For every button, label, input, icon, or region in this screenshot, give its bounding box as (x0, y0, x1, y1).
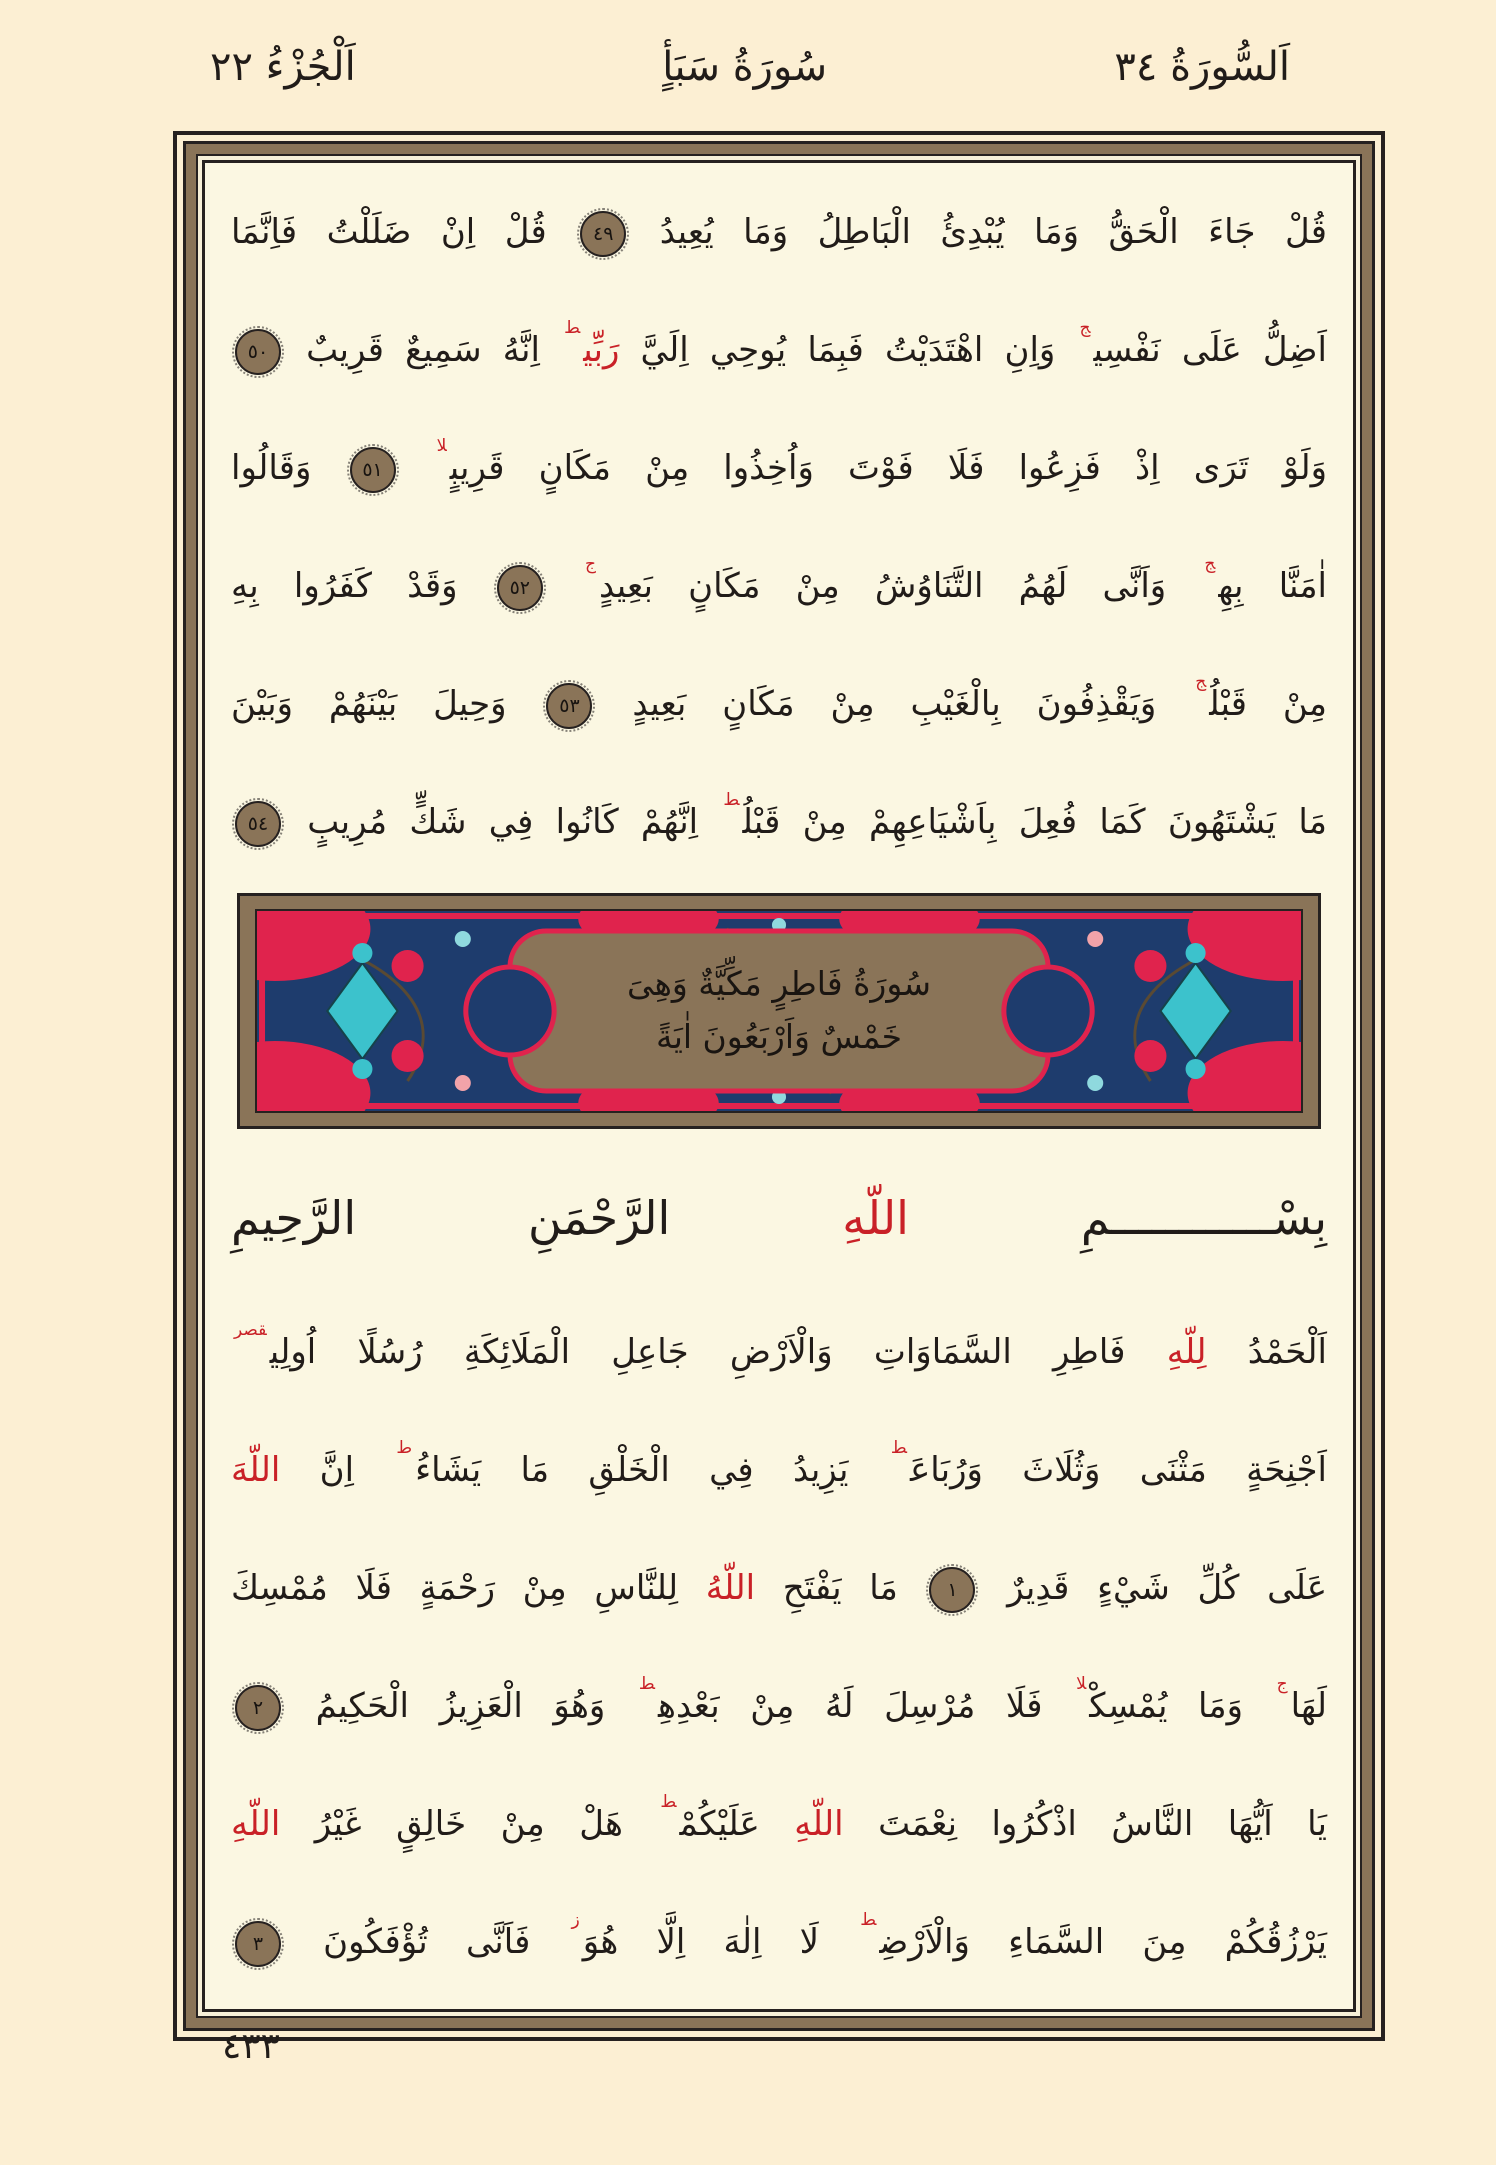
ayah-text: وَهُوَ الْعَزِيزُ الْحَكِيمُ (285, 1686, 636, 1726)
ayah-text: لِلنَّاسِ مِنْ رَحْمَةٍ فَلَا مُمْسِكَ (231, 1568, 706, 1608)
ayah-text: مِنْ قَبْلُ (1209, 684, 1328, 724)
quran-line (231, 173, 1327, 291)
quran-line (231, 409, 1327, 527)
ayah-text (547, 566, 582, 606)
pause-mark: ج (1204, 554, 1216, 574)
quran-line (231, 1411, 1327, 1529)
quran-line (231, 527, 1327, 645)
pause-mark: ط (660, 1792, 677, 1812)
ayah-text: عَلَيْكُمْ (679, 1804, 795, 1844)
pause-mark: ج (584, 554, 596, 574)
ayah-text: فَاَنَّى تُؤْفَكُونَ (285, 1922, 569, 1962)
ayah-text: اَجْنِحَةٍ مَثْنَى وَثُلَاثَ وَرُبَاعَ (909, 1450, 1327, 1490)
header-surah-title: سُورَةُ سَبَأٍ (662, 44, 828, 90)
bismillah-line (231, 1143, 1327, 1293)
ayah-text: لَهَا (1290, 1686, 1327, 1726)
page-number: ٤٣٣ (222, 2026, 281, 2067)
ayah-text: يَزِيدُ فِي الْخَلْقِ مَا يَشَاءُ (415, 1450, 888, 1490)
ayah-text: وَلَوْ تَرَى اِذْ فَزِعُوا فَلَا فَوْتَ وَاُخِذُوا مِنْ مَكَانٍ قَرِيبٍ (449, 448, 1327, 488)
pause-mark: ط (723, 790, 740, 810)
text-panel (202, 160, 1356, 2012)
ayah-text: مَا يَفْتَحِ (755, 1568, 926, 1608)
ayah-text: لَا اِلٰهَ اِلَّا هُوَ (582, 1922, 858, 1962)
verse-marker: ٥٤ (235, 801, 281, 847)
divine-name-text: اللّهِ (231, 1804, 281, 1844)
quran-line (231, 1765, 1327, 1883)
verse-marker: ٥٠ (235, 329, 281, 375)
pause-mark: ط (564, 318, 581, 338)
ayah-text: هَلْ مِنْ خَالِقٍ غَيْرُ (280, 1804, 658, 1844)
ayah-text: وَاَنَّى لَهُمُ التَّنَاوُشُ مِنْ مَكَانٍ بَعِيدٍ (598, 566, 1202, 606)
ayah-text: وَمَا يُمْسِكْ (1089, 1686, 1274, 1726)
pause-mark: ط (860, 1910, 877, 1930)
quran-line (231, 645, 1327, 763)
banner-title (257, 911, 1301, 1111)
ayah-text: اِنَّهُ سَمِيعٌ قَرِيبٌ (285, 330, 562, 370)
surah-banner (237, 893, 1321, 1129)
verse-marker: ٢ (235, 1685, 281, 1731)
pause-mark: لا (436, 436, 447, 456)
ayah-text: فَاطِرِ السَّمَاوَاتِ وَالْاَرْضِ جَاعِلِ الْمَلَائِكَةِ رُسُلًا اُولِي (269, 1332, 1167, 1372)
pause-mark: ج (1195, 672, 1207, 692)
pause-mark: ط (638, 1674, 656, 1694)
ayah-text: وَحِيلَ بَيْنَهُمْ وَبَيْنَ (231, 684, 543, 724)
ayah-text: قُلْ اِنْ ضَلَلْتُ فَاِنَّمَا (231, 212, 577, 252)
divine-name-text: لِلّهِ (1166, 1332, 1207, 1372)
ayah-text: قُلْ جَاءَ الْحَقُّ وَمَا يُبْدِئُ الْبَاطِلُ وَمَا يُعِيدُ (630, 212, 1327, 252)
quran-frame (173, 131, 1385, 2041)
ayah-text (400, 448, 434, 488)
verse-marker: ٥٣ (546, 683, 592, 729)
divine-name-text: رَبِّي (583, 330, 620, 370)
banner-title-line1: سُورَةُ فَاطِرٍ مَكِّيَّةٌ وَهِىَ (626, 964, 932, 1004)
ayah-text: وَقَالُوا (231, 448, 346, 488)
pause-mark: ط (396, 1438, 413, 1458)
page-header (0, 0, 1496, 131)
ayah-text: عَلَى كُلِّ شَيْءٍ قَدِيرٌ (979, 1568, 1327, 1608)
verse-marker: ٥١ (350, 447, 396, 493)
banner-title-line2: خَمْسٌ وَاَرْبَعُونَ اٰيَةً (656, 1017, 903, 1056)
quran-line (231, 291, 1327, 409)
quran-line (231, 1293, 1327, 1411)
pause-mark: ز (571, 1910, 580, 1930)
divine-name-text: اللّهُ (705, 1568, 756, 1608)
ayah-text: اَلْحَمْدُ (1206, 1332, 1327, 1372)
ayah-text: اٰمَنَّا بِهِ (1218, 566, 1327, 606)
ayah-text: وَقَدْ كَفَرُوا بِهِ (231, 566, 493, 606)
verse-marker: ٤٩ (580, 211, 626, 257)
ayah-text: فَلَا مُرْسِلَ لَهُ مِنْ بَعْدِهِ (658, 1686, 1074, 1726)
divine-name-text: اللّهِ (794, 1804, 844, 1844)
pause-mark: قصر (234, 1320, 267, 1340)
ayah-text: اِنَّ (280, 1450, 394, 1490)
ayah-text: يَرْزُقُكُمْ مِنَ السَّمَاءِ وَالْاَرْضِ (879, 1922, 1327, 1962)
ayah-text: الرَّحْمَنِ الرَّحِيمِ (231, 1191, 843, 1245)
divine-name-text: اللّهِ (842, 1191, 909, 1245)
quran-line (231, 763, 1327, 881)
pause-mark: ط (890, 1438, 907, 1458)
ayah-text: مَا يَشْتَهُونَ كَمَا فُعِلَ بِاَشْيَاعِهِمْ مِنْ قَبْلُ (742, 802, 1327, 842)
quran-line (231, 1883, 1327, 2001)
quran-line (231, 1529, 1327, 1647)
frame-olive-band (183, 141, 1375, 2031)
ayah-text: بِسْــــــــــــمِ (908, 1191, 1327, 1245)
verse-marker: ٣ (235, 1921, 281, 1967)
ayah-text: اَضِلُّ عَلَى نَفْسِي (1093, 330, 1327, 370)
header-juz-label: اَلْجُزْءُ ٢٢ (210, 44, 356, 90)
ayah-text: وَاِنِ اهْتَدَيْتُ فَبِمَا يُوحِي اِلَيَّ (619, 330, 1077, 370)
verse-marker: ٥٢ (497, 565, 543, 611)
ayah-text: يَا اَيُّهَا النَّاسُ اذْكُرُوا نِعْمَتَ (843, 1804, 1328, 1844)
divine-name-text: اللّهَ (231, 1450, 281, 1490)
verse-marker: ١ (929, 1567, 975, 1613)
pause-mark: ج (1079, 318, 1091, 338)
quran-line (231, 1647, 1327, 1765)
header-surah-number: اَلسُّورَةُ ٣٤ (1114, 44, 1290, 90)
pause-mark: ج (1276, 1674, 1288, 1694)
ayah-text: اِنَّهُمْ كَانُوا فِي شَكٍّ مُرِيبٍ (285, 802, 721, 842)
ayah-text: وَيَقْذِفُونَ بِالْغَيْبِ مِنْ مَكَانٍ بَعِيدٍ (596, 684, 1193, 724)
surah-banner-field (255, 909, 1303, 1113)
pause-mark: لا (1076, 1674, 1087, 1694)
